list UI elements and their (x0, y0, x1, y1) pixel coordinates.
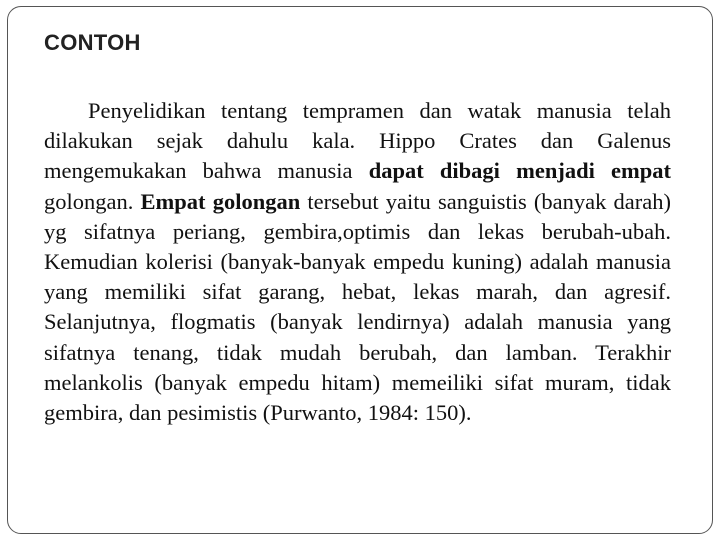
paragraph-bold-segment: Empat golongan (140, 188, 301, 214)
slide-title: CONTOH (44, 30, 141, 55)
paragraph-segment: tersebut yaitu sanguistis (banyak darah) yg sifatnya periang, gembira,optimis dan lekas berubah-ubah. Kemudian kolerisi (banyak-banyak empedu kuning) adalah manusia yang memiliki sifat garang, hebat, lekas marah, dan agresif. Selanjutnya, flogmatis (banyak lendirnya) adalah manusia yang sifatnya tenang, tidak mudah berubah, dan lamban. Terakhir melankolis (banyak empedu hitam) memeiliki sifat muram, tidak gembira, dan pesimistis (Purwanto, 1984: 150). (44, 188, 671, 426)
body-paragraph (44, 96, 671, 428)
paragraph-bold-segment: dapat dibagi menjadi empat (368, 158, 671, 184)
paragraph-segment: golongan. (44, 188, 141, 214)
paragraph-segment: Penyelidikan tentang tempramen dan watak manusia telah dilakukan sejak dahulu kala. Hippo Crates dan Galenus mengemukakan bahwa manusia (44, 98, 671, 184)
